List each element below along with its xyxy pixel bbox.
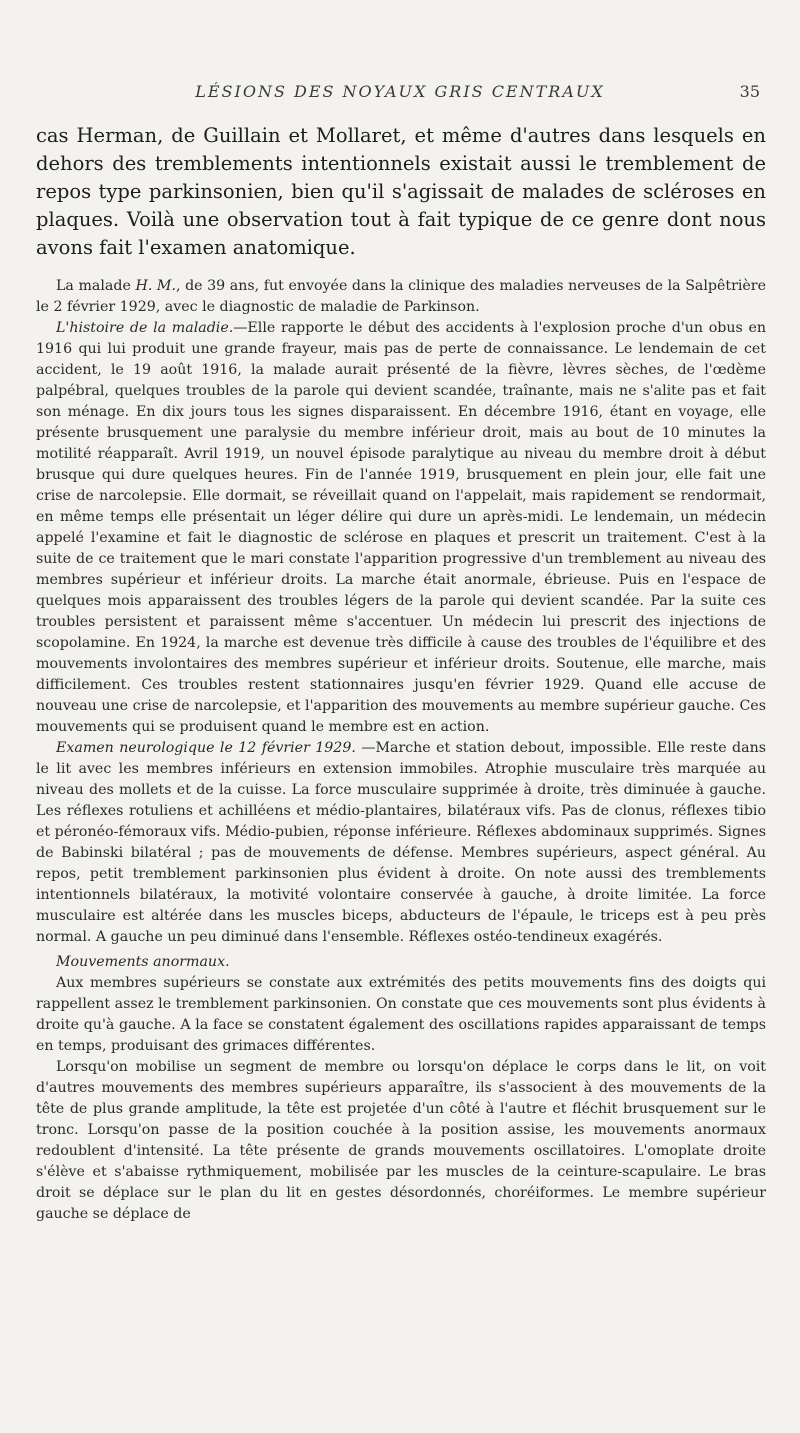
case-intro-lead: La malade xyxy=(56,278,136,294)
case-intro-paragraph xyxy=(36,276,766,318)
history-heading: L'histoire de la maladie. xyxy=(56,320,234,336)
exam-text: —Marche et station debout, impossible. Elle reste dans le lit avec les membres inférieurs en extension immobiles. Atrophie musculaire très marquée au niveau des mollets et de la cuisse. La force musculaire supprimée à droite, très diminuée à gauche. Les réflexes rotuliens et achilléens et médio-plantaires, bilatéraux vifs. Pas de clonus, réflexes tibio et péronéo-fémoraux vifs. Médio-pubien, réponse inférieure. Réflexes abdominaux supprimés. Signes de Babinski bilatéral ; pas de mouvements de défense. Membres supérieurs, aspect général. Au repos, petit tremblement parkinsonien plus évident à droite. On note aussi des tremblements intentionnels bilatéraux, la motivité volontaire conservée à gauche, à droite limitée. La force musculaire est altérée dans les muscles biceps, abducteurs de l'épaule, le triceps est à peu près normal. A gauche un peu diminué dans l'ensemble. Réflexes ostéo-tendineux exagérés. xyxy=(36,740,766,945)
running-title: LÉSIONS DES NOYAUX GRIS CENTRAUX xyxy=(195,82,605,101)
case-intro-rest: , de 39 ans, fut envoyée dans la clinique des maladies nerveuses de la Salpêtrière le 2 février 1929, avec le diagnostic de maladie de Parkinson. xyxy=(36,278,766,315)
exam-heading: Examen neurologique le 12 février 1929. xyxy=(56,740,356,756)
page-number: 35 xyxy=(739,82,760,101)
patient-initials: H. M. xyxy=(135,278,176,294)
movements-paragraph-2: Lorsqu'on mobilise un segment de membre ou lorsqu'on déplace le corps dans le lit, on voit d'autres mouvements des membres supérieurs apparaître, ils s'associent à des mouvements de la tête de plus grande amplitude, la tête est projetée d'un côté à l'autre et fléchit brusquement sur le tronc. Lorsqu'on passe de la position couchée à la position assise, les mouvements anormaux redoublent d'intensité. La tête présente de grands mouvements oscillatoires. L'omoplate droite s'élève et s'abaisse rythmiquement, mobilisée par les muscles de la ceinture-scapulaire. Le bras droit se déplace sur le plan du lit en gestes désordonnés, choréiformes. Le membre supérieur gauche se déplace de xyxy=(36,1059,766,1222)
page-body xyxy=(36,122,766,1225)
history-paragraph xyxy=(36,318,766,738)
movements-heading: Mouvements anormaux. xyxy=(56,954,230,970)
history-text: —Elle rapporte le début des accidents à l'explosion proche d'un obus en 1916 qui lui produit une grande frayeur, mais pas de perte de connaissance. Le lendemain de cet accident, le 19 août 1916, la malade aurait présenté de la fièvre, lèvres sèches, de l'œdème palpébral, quelques troubles de la parole qui devient scandée, traînante, mais ne s'alite pas et fait son ménage. En dix jours tous les signes disparaissent. En décembre 1916, étant en voyage, elle présente brusquement une paralysie du membre inférieur droit, mais au bout de 10 minutes la motilité réapparaît. Avril 1919, un nouvel épisode paralytique au niveau du membre droit à début brusque qui dure quelques heures. Fin de l'année 1919, brusquement en plein jour, elle fait une crise de narcolepsie. Elle dormait, se réveillait quand on l'appelait, mais rapidement se rendormait, en même temps elle présentait un léger délire qui dure un après-midi. Le lendemain, un médecin appelé l'examine et fait le diagnostic de sclérose en plaques et prescrit un traitement. C'est à la suite de ce traitement que le mari constate l'apparition progressive d'un tremblement au niveau des membres supérieur et inférieur droits. La marche était anormale, ébrieuse. Puis en l'espace de quelques mois apparaissent des troubles légers de la parole qui devient scandée. Par la suite ces troubles persistent et paraissent même s'accentuer. Un médecin lui prescrit des injections de scopolamine. En 1924, la marche est devenue très difficile à cause des troubles de l'équilibre et des mouvements involontaires des membres supérieur et inférieur droits. Soutenue, elle marche, mais difficilement. Ces troubles restent stationnaires jusqu'en février 1929. Quand elle accuse de nouveau une crise de narcolepsie, et l'apparition des mouvements au membre supérieur gauche. Ces mouvements qui se produisent quand le membre est en action. xyxy=(36,320,766,735)
exam-paragraph xyxy=(36,738,766,948)
intro-paragraph: cas Herman, de Guillain et Mollaret, et même d'autres dans lesquels en dehors des tremblements intentionnels existait aussi le tremblement de repos type parkinsonien, bien qu'il s'agissait de malades de scléroses en plaques. Voilà une observation tout à fait typique de ce genre dont nous avons fait l'examen anatomique. xyxy=(36,124,766,259)
page-header xyxy=(0,82,800,106)
movements-paragraph-1: Aux membres supérieurs se constate aux extrémités des petits mouvements fins des doigts qui rappellent assez le tremblement parkinsonien. On constate que ces mouvements sont plus évidents à droite qu'à gauche. A la face se constatent également des oscillations rapides apparaissant de temps en temps, produisant des grimaces différentes. xyxy=(36,975,766,1054)
movements-heading-line xyxy=(36,952,766,973)
